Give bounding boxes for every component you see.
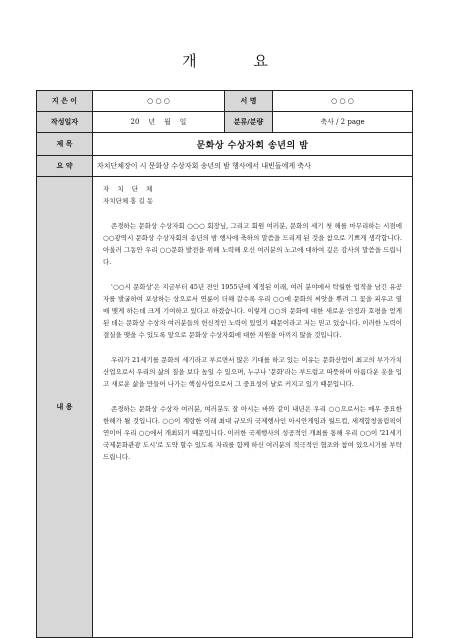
content-body [93,177,413,638]
subject-label: 제 목 [37,133,93,156]
page-title: 개 요 [182,52,294,70]
subject-value: 문화상 수상자회 송년의 밤 [93,133,413,156]
greeting-line-1: 자 치 단 체 [103,185,156,193]
paragraph-4: 존경하는 문화상 수상자 여러분, 여러분도 잘 아시는 바와 같이 내년은 우리 ○○으로서는 매우 중요한 한해가 될 것입니다. ○○이 계랑한 이래 최대 규모의 국제행사인 아시안게임과 월드컵, 세계합창올림픽이 연이어 우리 ○○에서 개최되기 때문입니다. 이러한 국제행사의 성공적인 개최를 통해 우리 ○○이 '21세기 국제문화관광 도시'로 도약 할수 있도록 자리를 함께 하신 여러분의 적극적인 협조와 참여 있으시기를 부탁드립니다. [103,405,402,461]
date-value: 20 년 월 일 [93,112,225,133]
category-label: 분류/분량 [225,112,273,133]
greeting-line-2: 자치단체 홍 길 동 [103,197,154,205]
summary-row [37,156,413,177]
summary-form-table [36,90,413,638]
signature-value: ○ ○ ○ [273,91,413,112]
signature-label: 서 명 [225,91,273,112]
category-value: 축사 / 2 page [273,112,413,133]
subject-row [37,133,413,156]
author-label: 지 은 이 [37,91,93,112]
summary-label: 요 약 [37,156,93,177]
paragraph-3: 우리가 21세기를 문화의 세기라고 부르면서 많은 기대를 하고 있는 이유는 문화산업이 최고의 부가가치 산업으로서 우리의 삶의 질을 보다 높일 수 있으며, 누구나 '문화'라는 부드럽고 따뜻하며 아름다운 옷을 입고 새로운 삶을 만들어 나가는 핵심사업으로서 그 중요성이 날로 커지고 있기 때문입니다. [103,356,402,388]
content-row [37,177,413,638]
content-label: 내 용 [37,177,93,638]
paragraph-2: '○○시 문화상'은 지금부터 45년 전인 1955년에 제정된 이래, 여러 분야에서 탁월한 업적을 남긴 유공자를 발굴하여 포상하는 상으로서 연륜이 더해 갈수록 우리 ○○에 문화의 씨앗을 뿌려 그 꽃을 피우고 열매 맺게 하는데 크게 기여하고 있다고 하겠습니다. 이렇게 ○○의 문화에 대한 새로운 인정과 호평을 얻게 된 데는 문화상 수상자 여러분들의 헌신적인 노력이 있었기 때문이라고 저는 믿고 있습니다. 이러한 노력이 결실을 맺을 수 있도록 앞으로 문화상 수상자회에 대한 지원을 아끼지 않을 것입니다. [103,283,402,339]
author-value: ○ ○ ○ [93,91,225,112]
author-row [37,91,413,112]
date-label: 작성일자 [37,112,93,133]
summary-value: 자치단체장이 시 문화상 수상자회 송년의 밤 행사에서 내빈들에게 축사 [93,156,413,177]
date-row [37,112,413,133]
paragraph-1: 존경하는 문화상 수상자회 ○○○ 회장님, 그리고 회원 여러분, 문화의 세기 첫 해를 마무리하는 시점에 ○○광역시 문화상 수상자회의 송년의 밤 행사에 축하의 말씀을 드리게 된 것을 참으로 기쁘게 생각합니다. 아울러 그동안 우리 ○○문화 발전을 위해 노력해 오신 여러분의 노고에 대하여 깊은 감사의 말씀을 드립니다. [103,222,402,266]
